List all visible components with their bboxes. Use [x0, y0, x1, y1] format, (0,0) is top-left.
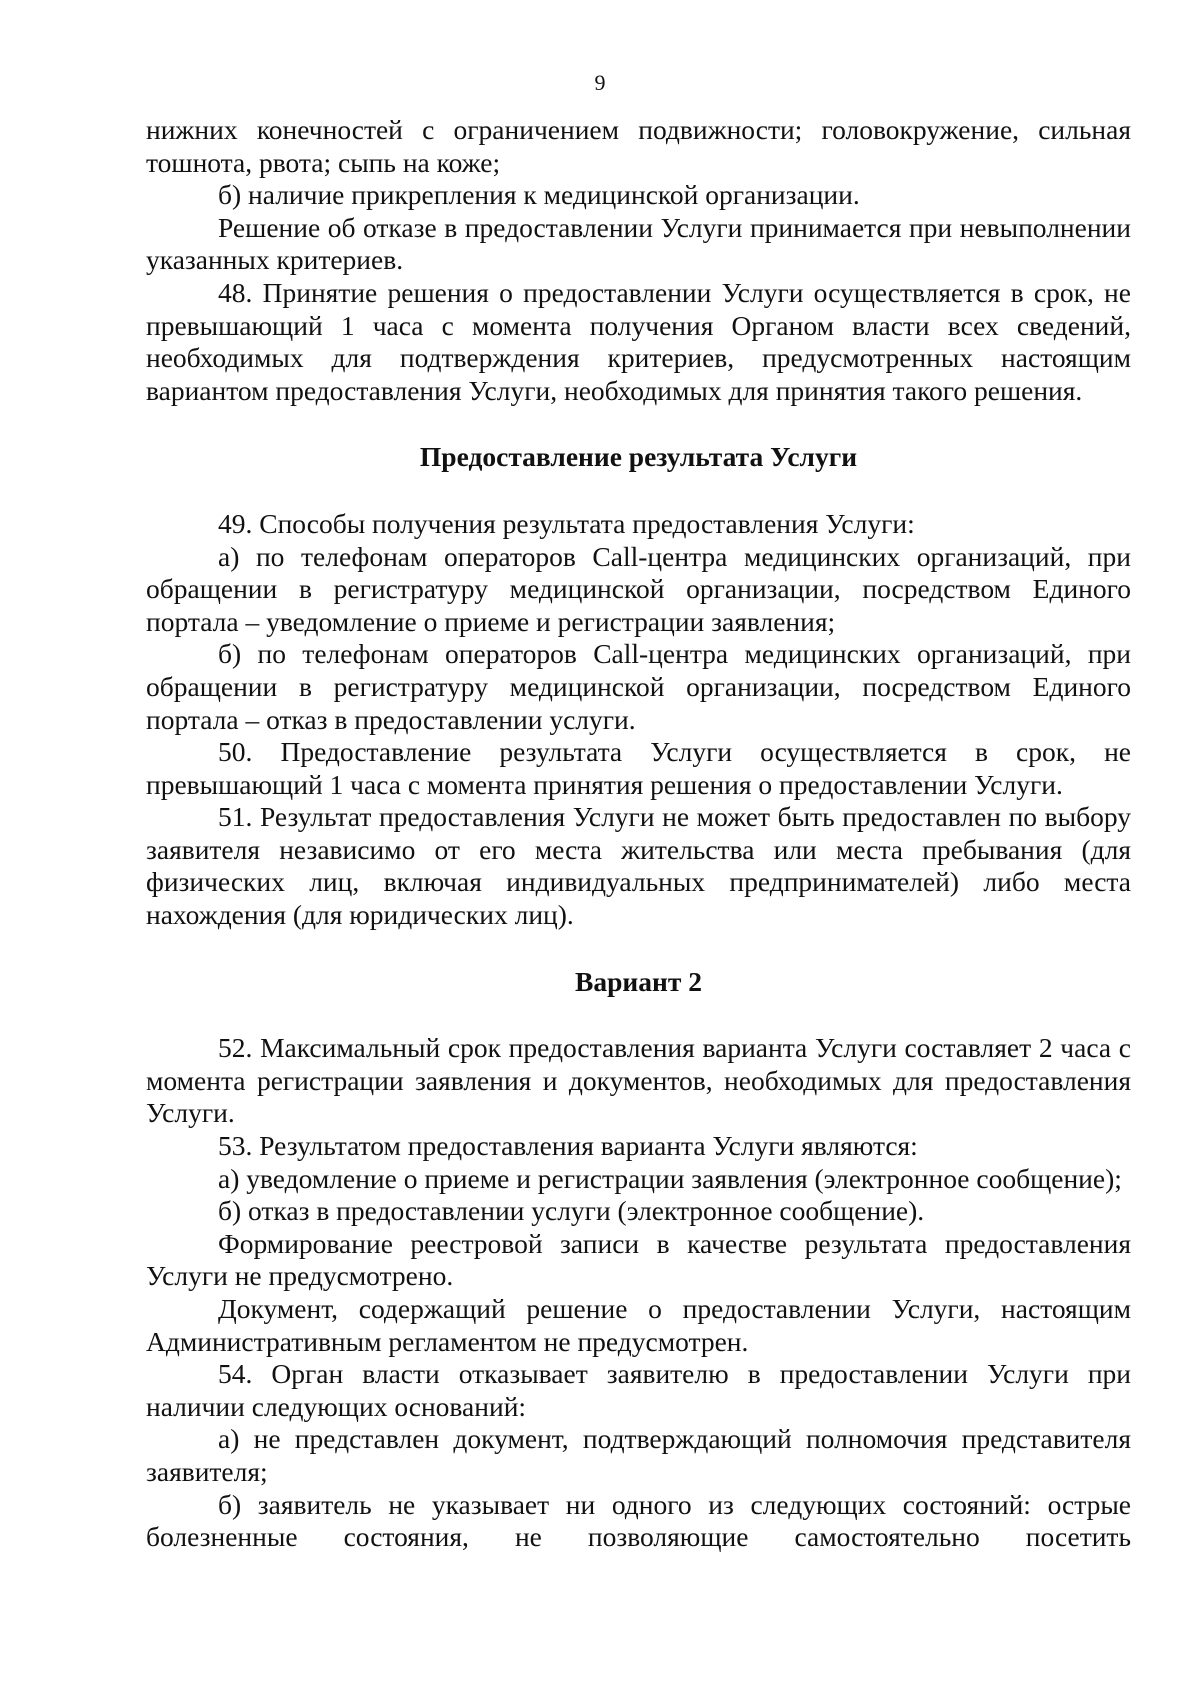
paragraph: 51. Результат предоставления Услуги не может быть предоставлен по выбору заявителя независимо от его места жительства или места пребывания (для физических лиц, включая индивидуальных предпринимателей) либо места нахождения (для юридических лиц). — [146, 801, 1131, 931]
paragraph: Решение об отказе в предоставлении Услуги принимается при невыполнении указанных критериев. — [146, 211, 1131, 276]
document-body — [146, 114, 1131, 1554]
paragraph: б) по телефонам операторов Call-центра медицинских организаций, при обращении в регистратуру медицинской организации, посредством Единого портала – отказ в предоставлении услуги. — [146, 638, 1131, 735]
paragraph: б) наличие прикрепления к медицинской организации. — [218, 179, 860, 211]
paragraph: а) уведомление о приеме и регистрации заявления (электронное сообщение); — [218, 1162, 1122, 1194]
paragraph: 52. Максимальный срок предоставления варианта Услуги составляет 2 часа с момента регистрации заявления и документов, необходимых для предоставления Услуги. — [146, 1032, 1131, 1129]
paragraph: 49. Способы получения результата предоставления Услуги: — [218, 507, 915, 539]
section-heading: Вариант 2 — [575, 965, 702, 997]
paragraph: Документ, содержащий решение о предоставлении Услуги, настоящим Административным регламентом не предусмотрен. — [146, 1293, 1131, 1357]
paragraph: 48. Принятие решения о предоставлении Услуги осуществляется в срок, не превышающий 1 часа с момента получения Органом власти всех сведений, необходимых для подтверждения критериев, предусмотренных настоящим вариантом предоставления Услуги, необходимых для принятия такого решения. — [146, 276, 1131, 406]
page-number: 9 — [594, 70, 606, 95]
section-heading: Предоставление результата Услуги — [419, 441, 858, 473]
paragraph: 54. Орган власти отказывает заявителю в предоставлении Услуги при наличии следующих оснований: — [146, 1358, 1131, 1422]
paragraph: б) заявитель не указывает ни одного из следующих состояний: острые болезненные состояния, не позволяющие самостоятельно посетить — [146, 1488, 1131, 1553]
paragraph: 53. Результатом предоставления варианта Услуги являются: — [218, 1130, 918, 1162]
paragraph: а) по телефонам операторов Call-центра медицинских организаций, при обращении в регистратуру медицинской организации, посредством Единого портала – уведомление о приеме и регистрации заявления; — [146, 540, 1131, 637]
paragraph: нижних конечностей с ограничением подвижности; головокружение, сильная тошнота, рвота; сыпь на коже; — [146, 114, 1131, 178]
paragraph: а) не представлен документ, подтверждающий полномочия представителя заявителя; — [146, 1423, 1131, 1487]
paragraph: Формирование реестровой записи в качестве результата предоставления Услуги не предусмотрено. — [146, 1227, 1131, 1292]
paragraph: б) отказ в предоставлении услуги (электронное сообщение). — [218, 1195, 925, 1227]
paragraph: 50. Предоставление результата Услуги осуществляется в срок, не превышающий 1 часа с момента принятия решения о предоставлении Услуги. — [146, 736, 1131, 800]
